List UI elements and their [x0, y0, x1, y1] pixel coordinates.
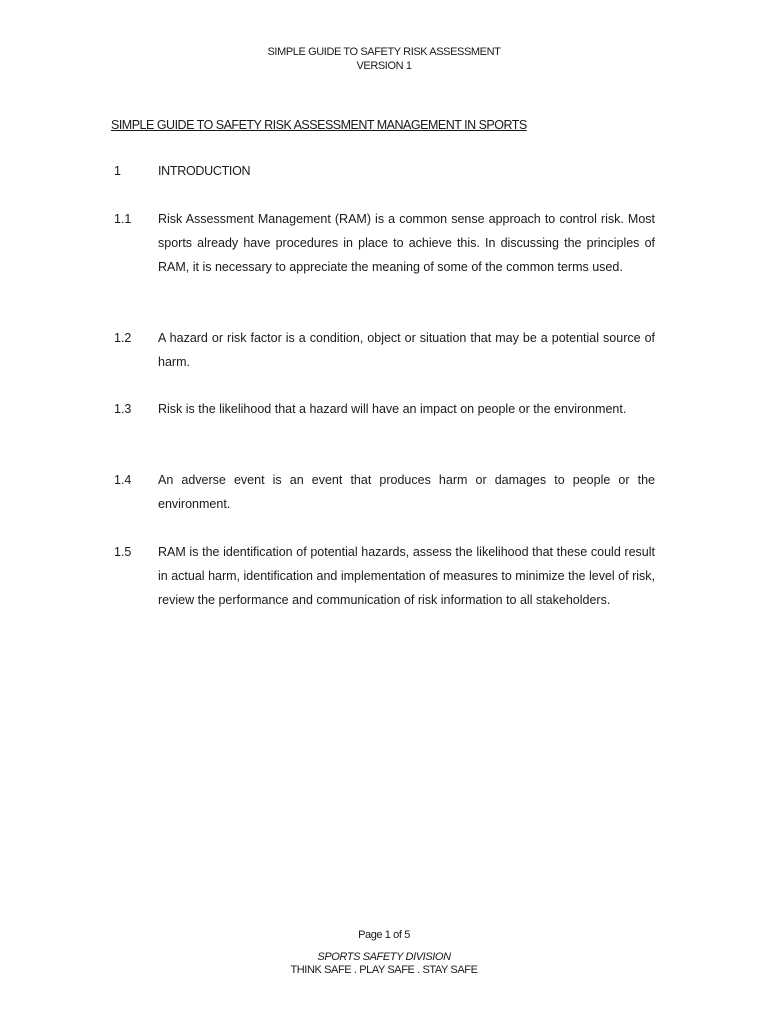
clause-number: 1.3: [114, 402, 132, 416]
section-title: INTRODUCTION: [158, 164, 251, 178]
document-title: SIMPLE GUIDE TO SAFETY RISK ASSESSMENT MANAGEMENT IN SPORTS: [111, 118, 527, 132]
clause-number: 1.2: [114, 331, 132, 345]
clause-text: RAM is the identification of potential hazards, assess the likelihood that these could result in actual harm, identification and implementation of measures to minimize the level of risk, review the performance and communication of risk information to all stakeholders.: [158, 545, 655, 607]
clause-number: 1.1: [114, 212, 132, 226]
page-number: Page 1 of 5: [358, 929, 410, 941]
clause-number: 1.4: [114, 473, 132, 487]
footer-slogan: THINK SAFE . PLAY SAFE . STAY SAFE: [290, 964, 478, 976]
header-title: SIMPLE GUIDE TO SAFETY RISK ASSESSMENT: [267, 46, 501, 58]
clause-1-2: [114, 327, 655, 375]
clause-text: An adverse event is an event that produces harm or damages to people or the environment.: [158, 473, 655, 511]
header-version: VERSION 1: [356, 60, 412, 72]
clause-1-5: [114, 541, 655, 612]
section-number: 1: [114, 164, 121, 178]
clause-1-1: [114, 208, 655, 279]
clause-text: A hazard or risk factor is a condition, object or situation that may be a potential source of harm.: [158, 331, 655, 369]
clause-text: Risk Assessment Management (RAM) is a common sense approach to control risk. Most sports already have procedures in place to achieve this. In discussing the principles of RAM, it is necessary to appreciate the meaning of some of the common terms used.: [158, 212, 655, 274]
footer-division: SPORTS SAFETY DIVISION: [317, 951, 451, 963]
page-header: [0, 45, 768, 73]
clause-1-3: [114, 398, 655, 422]
clause-text: Risk is the likelihood that a hazard will have an impact on people or the environment.: [158, 402, 627, 416]
clause-1-4: [114, 469, 655, 517]
clause-number: 1.5: [114, 545, 132, 559]
